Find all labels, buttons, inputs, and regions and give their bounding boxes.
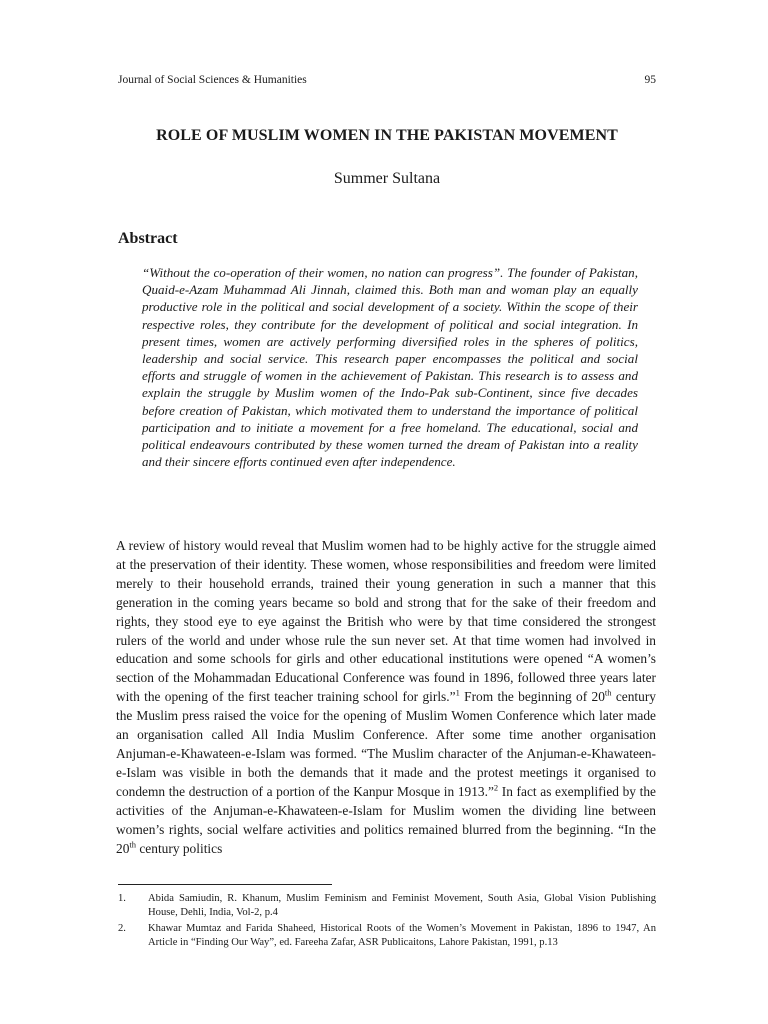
footnote-1: [118, 892, 656, 921]
footnote-ref-1: 1: [455, 687, 460, 698]
footnote-ref-2: 2: [493, 782, 499, 793]
footnote-text: Khawar Mumtaz and Farida Shaheed, Historical Roots of the Women’s Movement in Pakistan, 1896 to 1947, An Article in “Finding Our Way”, ed. Fareeha Zafar, ASR Publicaitons, Lahore Pakistan, 1991, p.13: [148, 922, 656, 949]
journal-name: Journal of Social Sciences & Humanities: [118, 74, 307, 86]
author-name: Summer Sultana: [333, 170, 441, 187]
abstract-heading: Abstract: [118, 230, 178, 247]
paper-title: ROLE OF MUSLIM WOMEN IN THE PAKISTAN MOVEMENT: [156, 127, 618, 144]
footnote-text: Abida Samiudin, R. Khanum, Muslim Feminism and Feminist Movement, South Asia, Global Vision Publishing House, Dehli, India, Vol-2, p.4: [148, 893, 656, 919]
body-text-part-3: century the Muslim press raised the voice for the opening of Muslim Women Conference which later made an organisation called All India Muslim Conference. After some time another organisation Anjuman-e-Khawateen-e-Islam was formed. “The Muslim character of the Anjuman-e-Khawateen-e-Islam was visible in both the demands that it made and the protest meetings it organised to condemn the destruction of a portion of the Kanpur Mosque in 1913.”: [116, 689, 657, 799]
body-text-part-5: century politics: [136, 840, 223, 856]
footnote-2: [118, 922, 656, 951]
footnotes: [118, 892, 656, 952]
body-text-part-4: In fact as exemplified by the activities of the Anjuman-e-Khawateen-e-Islam for Muslim women the dividing line between women’s rights, social welfare activities and politics remained blurred from the beginning. “In the 20: [116, 783, 656, 856]
running-head: [118, 74, 656, 90]
footnote-number: 1.: [118, 893, 126, 904]
ordinal-superscript-2: th: [129, 839, 137, 850]
footnote-number: 2.: [118, 922, 126, 934]
body-paragraph: [116, 537, 656, 858]
ordinal-superscript-1: th: [604, 687, 612, 698]
footnote-divider: [118, 884, 332, 885]
body-text-part-1: A review of history would reveal that Muslim women had to be highly active for the struggle aimed at the preservation of their identity. These women, whose responsibilities and freedom were limited merely to their household errands, trained their young generation in such a manner that this generation in the coming years became so bold and strong that for the sake of their freedom and rights, they stood eye to eye against the British who were by that time considered the strongest rulers of the world and under whose rule the sun never set. At that time women had involved in education and some schools for girls and other educational institutions were opened “A women’s section of the Mohammadan Educational Conference was found in 1896, followed three years later with the opening of the first teacher training school for girls.”: [116, 538, 656, 705]
body-text-part-2: From the beginning of 20: [459, 689, 605, 705]
abstract-text: “Without the co-operation of their women, no nation can progress”. The founder of Pakistan, Quaid-e-Azam Muhammad Ali Jinnah, claimed this. Both man and woman play an equally productive role in the political and social development of a society. Within the scope of their respective roles, they contribute for the development of political and social integration. In present times, women are actively performing diversified roles in the spheres of politics, leadership and social service. This research paper encompasses the political and social efforts and struggle of women in the achievement of Pakistan. This research is to assess and explain the struggle by Muslim women of the Indo-Pak sub-Continent, since five decades before creation of Pakistan, which motivated them to understand the importance of political participation and to initiate a movement for a free homeland. The educational, social and political endeavours contributed by these women turned the dream of Pakistan into a reality and their sincere efforts continued even after independence.: [142, 265, 638, 470]
page-number: 95: [644, 74, 656, 86]
